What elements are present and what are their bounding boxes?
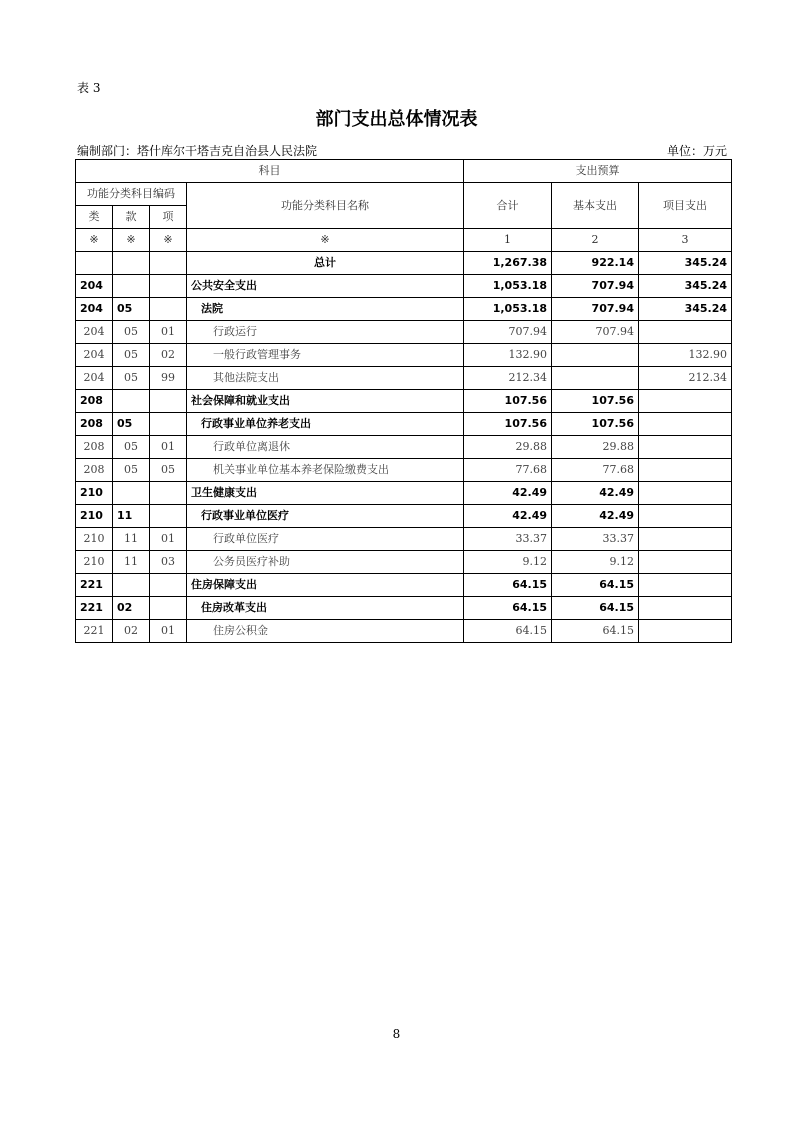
code-kuan: 02 bbox=[113, 597, 150, 620]
code-xiang bbox=[150, 390, 187, 413]
subject-name: 社会保障和就业支出 bbox=[187, 390, 464, 413]
code-kuan: 05 bbox=[113, 298, 150, 321]
code-lei: 221 bbox=[76, 620, 113, 643]
amount-total: 107.56 bbox=[464, 413, 552, 436]
subject-name: 公共安全支出 bbox=[187, 275, 464, 298]
table-row bbox=[76, 597, 732, 620]
table-row bbox=[76, 275, 732, 298]
page-title: 部门支出总体情况表 bbox=[315, 109, 478, 130]
amount-project bbox=[639, 528, 732, 551]
code-lei: 204 bbox=[76, 321, 113, 344]
code-kuan: 11 bbox=[113, 505, 150, 528]
code-xiang bbox=[150, 574, 187, 597]
header-project: 项目支出 bbox=[639, 183, 732, 229]
subject-name: 机关事业单位基本养老保险缴费支出 bbox=[187, 459, 464, 482]
amount-total: 77.68 bbox=[464, 459, 552, 482]
table-label: 表 3 bbox=[77, 81, 101, 95]
amount-total: 64.15 bbox=[464, 574, 552, 597]
code-lei: 210 bbox=[76, 505, 113, 528]
code-kuan: 05 bbox=[113, 367, 150, 390]
amount-project bbox=[639, 321, 732, 344]
subject-name: 其他法院支出 bbox=[187, 367, 464, 390]
total-project: 345.24 bbox=[639, 252, 732, 275]
amount-project bbox=[639, 505, 732, 528]
code-lei: 204 bbox=[76, 298, 113, 321]
header-code-group: 功能分类科目编码 bbox=[76, 183, 187, 206]
code-lei: 208 bbox=[76, 413, 113, 436]
col-number-3: 3 bbox=[639, 229, 732, 252]
code-lei: 221 bbox=[76, 597, 113, 620]
amount-project: 212.34 bbox=[639, 367, 732, 390]
table-row bbox=[76, 459, 732, 482]
header-budget: 支出预算 bbox=[464, 160, 732, 183]
amount-project bbox=[639, 459, 732, 482]
code-xiang: 02 bbox=[150, 344, 187, 367]
header-kuan: 款 bbox=[113, 206, 150, 229]
code-xiang: 01 bbox=[150, 436, 187, 459]
subject-name: 卫生健康支出 bbox=[187, 482, 464, 505]
total-label: 总计 bbox=[187, 252, 464, 275]
department-label: 编制部门：塔什库尔干塔吉克自治县人民法院 bbox=[77, 144, 318, 158]
amount-basic: 107.56 bbox=[552, 390, 639, 413]
amount-project bbox=[639, 551, 732, 574]
unit-label: 单位：万元 bbox=[666, 144, 727, 158]
amount-project bbox=[639, 620, 732, 643]
table-row bbox=[76, 436, 732, 459]
amount-total: 42.49 bbox=[464, 505, 552, 528]
subject-name: 行政单位离退休 bbox=[187, 436, 464, 459]
code-xiang: 01 bbox=[150, 620, 187, 643]
amount-total: 64.15 bbox=[464, 597, 552, 620]
amount-total: 1,053.18 bbox=[464, 275, 552, 298]
subject-name: 住房公积金 bbox=[187, 620, 464, 643]
expenditure-table bbox=[75, 159, 732, 643]
table-row bbox=[76, 551, 732, 574]
mark-name: ※ bbox=[187, 229, 464, 252]
amount-basic: 707.94 bbox=[552, 321, 639, 344]
table-row bbox=[76, 413, 732, 436]
code-xiang bbox=[150, 482, 187, 505]
amount-project: 132.90 bbox=[639, 344, 732, 367]
code-lei: 204 bbox=[76, 367, 113, 390]
amount-project: 345.24 bbox=[639, 298, 732, 321]
code-xiang bbox=[150, 505, 187, 528]
code-lei: 204 bbox=[76, 275, 113, 298]
code-xiang: 01 bbox=[150, 321, 187, 344]
subject-name: 一般行政管理事务 bbox=[187, 344, 464, 367]
table-row bbox=[76, 574, 732, 597]
subject-name: 公务员医疗补助 bbox=[187, 551, 464, 574]
subject-name: 住房改革支出 bbox=[187, 597, 464, 620]
code-lei: 208 bbox=[76, 459, 113, 482]
amount-total: 1,053.18 bbox=[464, 298, 552, 321]
total-kuan bbox=[113, 252, 150, 275]
table-row bbox=[76, 321, 732, 344]
amount-basic: 9.12 bbox=[552, 551, 639, 574]
page-number: 8 bbox=[392, 1027, 401, 1041]
amount-project bbox=[639, 436, 732, 459]
table-row bbox=[76, 482, 732, 505]
code-xiang bbox=[150, 298, 187, 321]
amount-project bbox=[639, 574, 732, 597]
table-row bbox=[76, 528, 732, 551]
amount-basic: 77.68 bbox=[552, 459, 639, 482]
code-lei: 210 bbox=[76, 551, 113, 574]
amount-basic: 42.49 bbox=[552, 482, 639, 505]
amount-total: 64.15 bbox=[464, 620, 552, 643]
code-xiang bbox=[150, 275, 187, 298]
table-row bbox=[76, 298, 732, 321]
code-lei: 210 bbox=[76, 528, 113, 551]
code-kuan bbox=[113, 275, 150, 298]
code-lei: 204 bbox=[76, 344, 113, 367]
amount-basic: 42.49 bbox=[552, 505, 639, 528]
subject-name: 住房保障支出 bbox=[187, 574, 464, 597]
table-row bbox=[76, 505, 732, 528]
amount-total: 707.94 bbox=[464, 321, 552, 344]
code-kuan: 05 bbox=[113, 413, 150, 436]
amount-total: 29.88 bbox=[464, 436, 552, 459]
amount-total: 132.90 bbox=[464, 344, 552, 367]
mark-lei: ※ bbox=[76, 229, 113, 252]
total-basic: 922.14 bbox=[552, 252, 639, 275]
code-lei: 208 bbox=[76, 436, 113, 459]
amount-project bbox=[639, 597, 732, 620]
header-basic: 基本支出 bbox=[552, 183, 639, 229]
code-xiang bbox=[150, 597, 187, 620]
amount-basic: 707.94 bbox=[552, 275, 639, 298]
amount-total: 42.49 bbox=[464, 482, 552, 505]
amount-basic: 107.56 bbox=[552, 413, 639, 436]
header-subject: 科目 bbox=[76, 160, 464, 183]
mark-kuan: ※ bbox=[113, 229, 150, 252]
code-kuan: 02 bbox=[113, 620, 150, 643]
total-row bbox=[76, 252, 732, 275]
amount-basic: 29.88 bbox=[552, 436, 639, 459]
amount-project bbox=[639, 413, 732, 436]
mark-xiang: ※ bbox=[150, 229, 187, 252]
table-row bbox=[76, 367, 732, 390]
header-name: 功能分类科目名称 bbox=[187, 183, 464, 229]
code-lei: 221 bbox=[76, 574, 113, 597]
header-lei: 类 bbox=[76, 206, 113, 229]
code-lei: 208 bbox=[76, 390, 113, 413]
code-xiang: 01 bbox=[150, 528, 187, 551]
subject-name: 行政事业单位养老支出 bbox=[187, 413, 464, 436]
amount-total: 9.12 bbox=[464, 551, 552, 574]
amount-total: 107.56 bbox=[464, 390, 552, 413]
amount-project: 345.24 bbox=[639, 275, 732, 298]
code-xiang: 03 bbox=[150, 551, 187, 574]
amount-project bbox=[639, 482, 732, 505]
col-number-2: 2 bbox=[552, 229, 639, 252]
amount-basic: 707.94 bbox=[552, 298, 639, 321]
table-row bbox=[76, 390, 732, 413]
code-lei: 210 bbox=[76, 482, 113, 505]
subject-name: 法院 bbox=[187, 298, 464, 321]
total-lei bbox=[76, 252, 113, 275]
total-xiang bbox=[150, 252, 187, 275]
code-kuan bbox=[113, 574, 150, 597]
amount-basic: 33.37 bbox=[552, 528, 639, 551]
code-kuan: 05 bbox=[113, 321, 150, 344]
amount-basic: 64.15 bbox=[552, 620, 639, 643]
subject-name: 行政运行 bbox=[187, 321, 464, 344]
subject-name: 行政单位医疗 bbox=[187, 528, 464, 551]
code-kuan: 05 bbox=[113, 344, 150, 367]
amount-total: 33.37 bbox=[464, 528, 552, 551]
code-kuan bbox=[113, 390, 150, 413]
amount-total: 212.34 bbox=[464, 367, 552, 390]
code-kuan: 11 bbox=[113, 551, 150, 574]
code-kuan: 05 bbox=[113, 436, 150, 459]
code-xiang: 99 bbox=[150, 367, 187, 390]
subject-name: 行政事业单位医疗 bbox=[187, 505, 464, 528]
amount-basic bbox=[552, 344, 639, 367]
col-number-1: 1 bbox=[464, 229, 552, 252]
table-row bbox=[76, 620, 732, 643]
amount-basic: 64.15 bbox=[552, 597, 639, 620]
code-xiang bbox=[150, 413, 187, 436]
header-total: 合计 bbox=[464, 183, 552, 229]
amount-basic bbox=[552, 367, 639, 390]
table-row bbox=[76, 344, 732, 367]
amount-project bbox=[639, 390, 732, 413]
code-kuan bbox=[113, 482, 150, 505]
code-kuan: 11 bbox=[113, 528, 150, 551]
amount-basic: 64.15 bbox=[552, 574, 639, 597]
header-xiang: 项 bbox=[150, 206, 187, 229]
code-kuan: 05 bbox=[113, 459, 150, 482]
total-sum: 1,267.38 bbox=[464, 252, 552, 275]
code-xiang: 05 bbox=[150, 459, 187, 482]
